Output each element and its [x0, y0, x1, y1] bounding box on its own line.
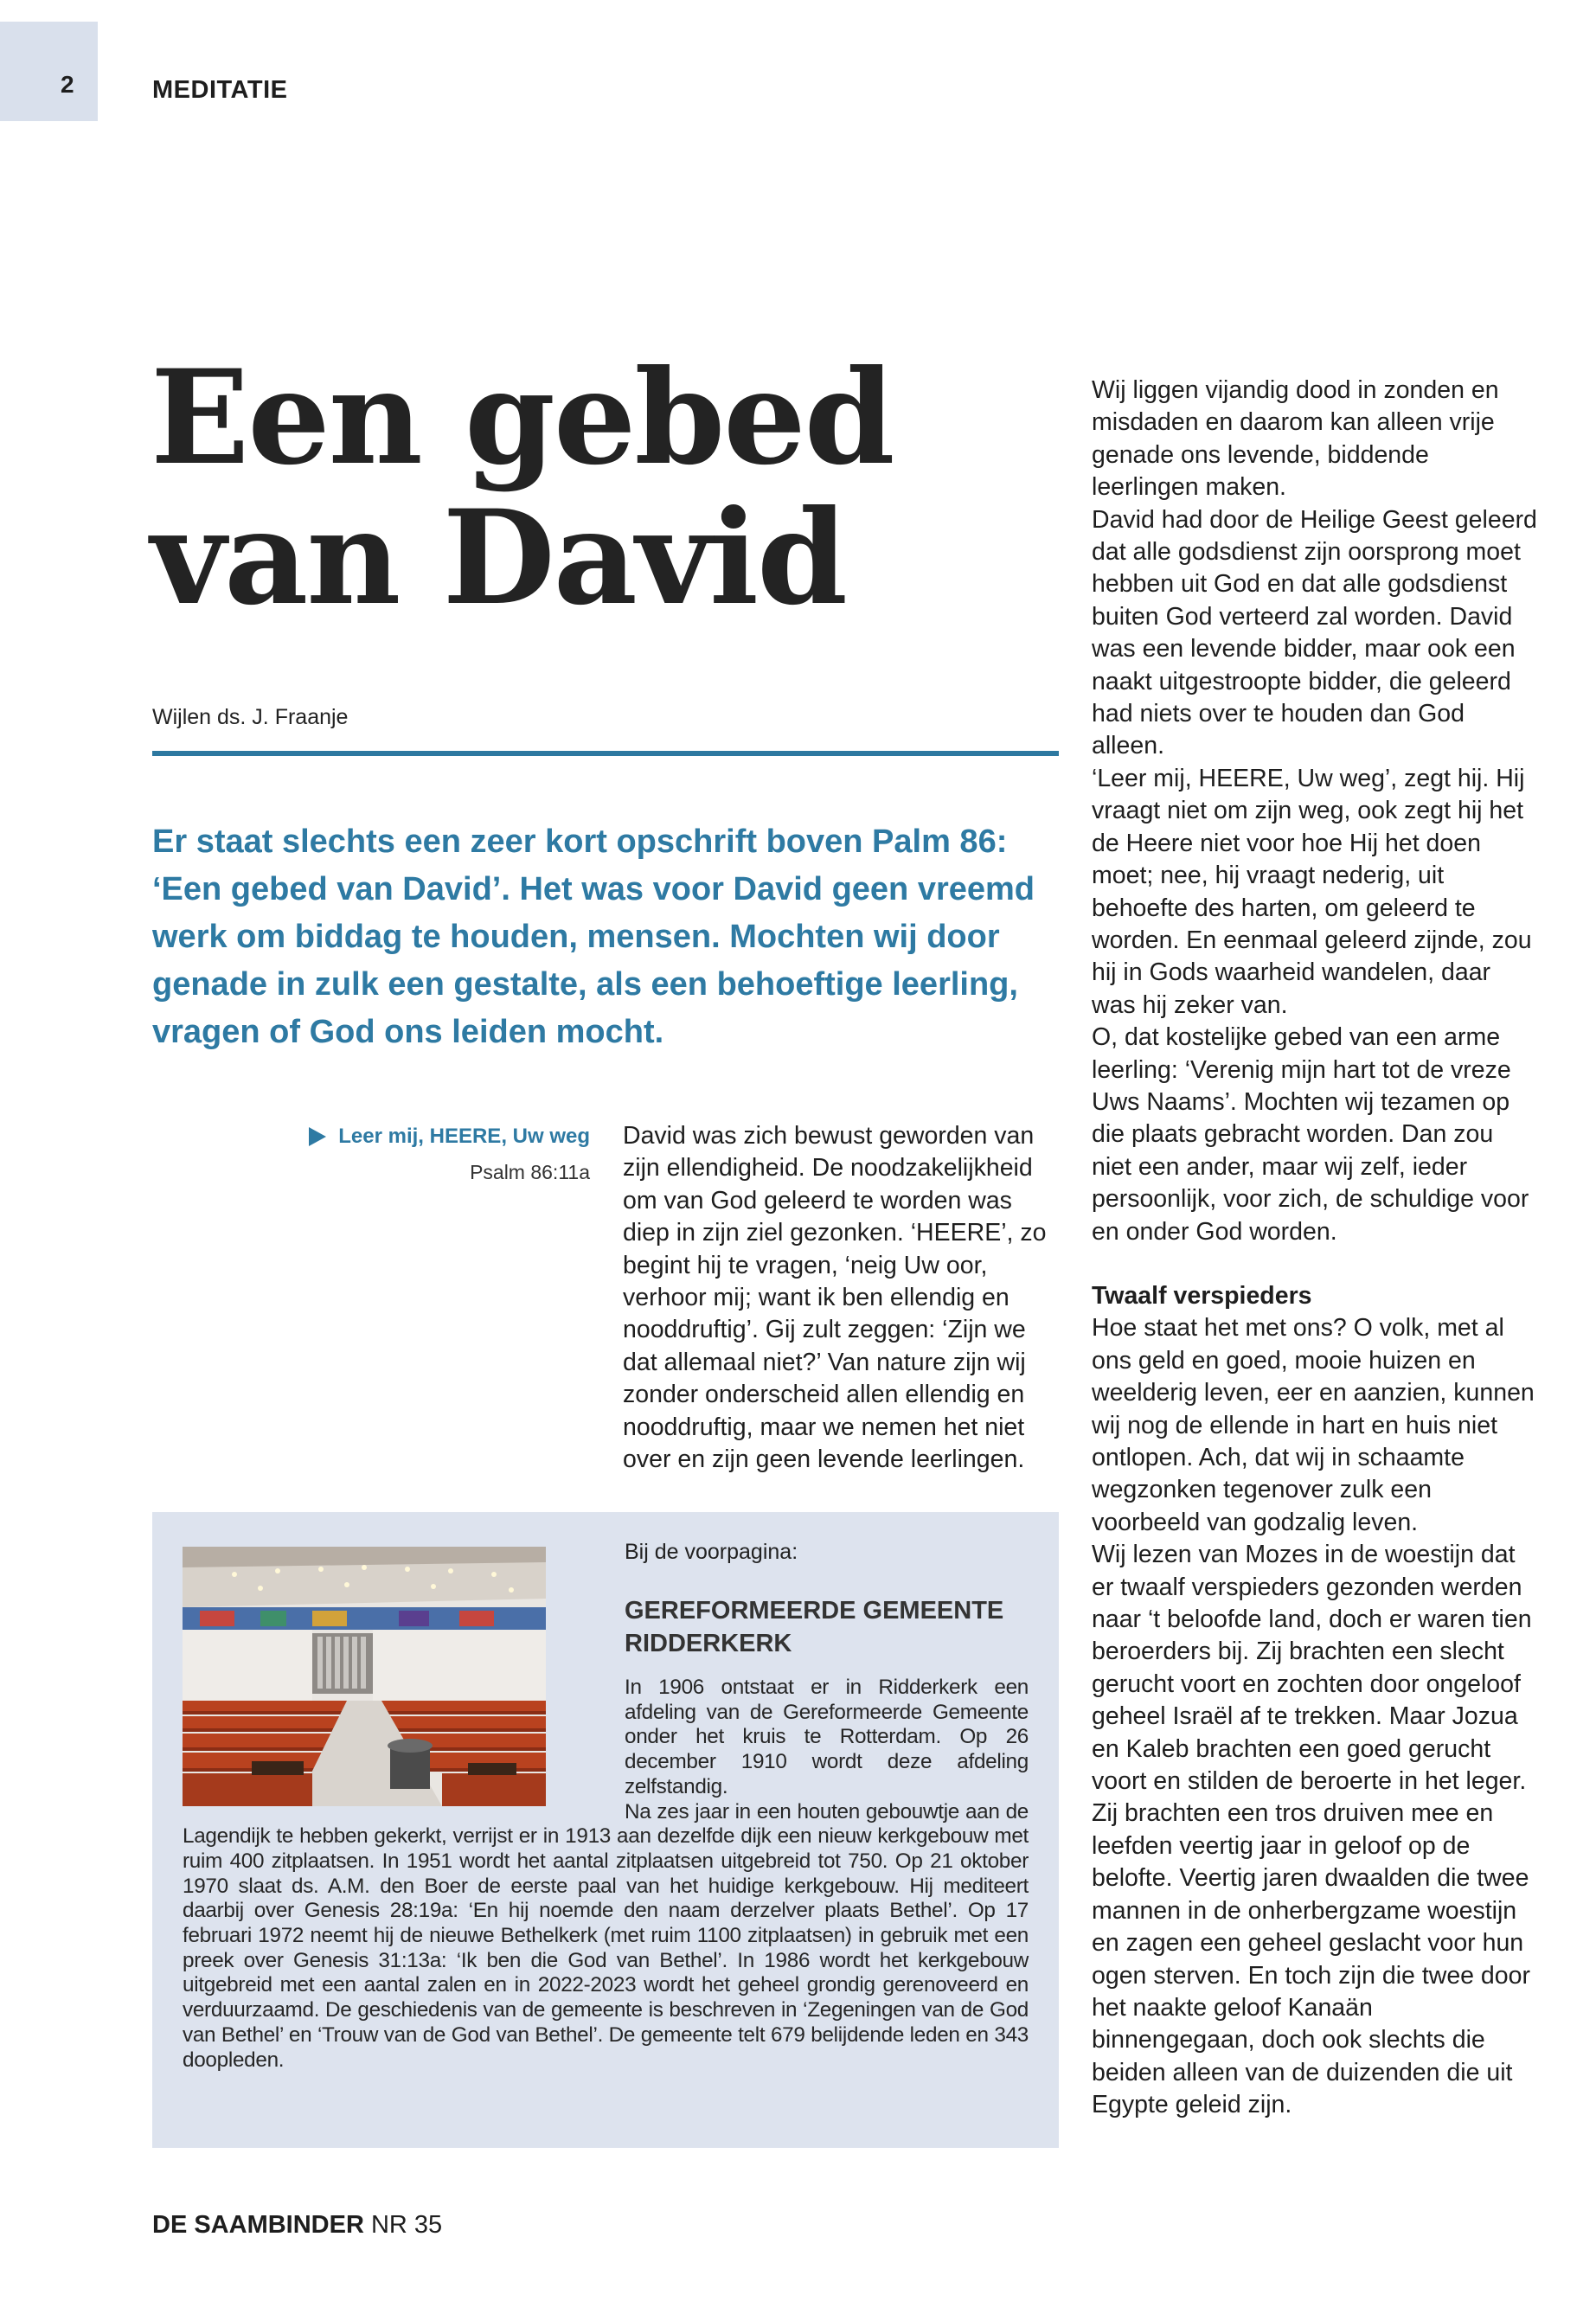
body-paragraph: ‘Leer mij, HEERE, Uw weg’, zegt hij. Hij vraagt niet om zijn weg, ook zegt hij het de Heere niet voor hoe Hij het doen moet; nee, hij vraagt nederig, uit behoefte des harten, om geleerd te worden. En eenmaal geleerd zijnde, zou hij in Gods waarheid wandelen, daar was hij zeker van. — [1092, 764, 1532, 1019]
quote-text: Leer mij, HEERE, Uw weg — [338, 1125, 590, 1148]
title-divider — [152, 751, 1059, 756]
title-line-2: van David — [151, 482, 846, 634]
body-paragraph: Wij liggen vijandig dood in zonden en misdaden en daarom kan alleen vrije genade ons levende, biddende leerlingen maken. — [1092, 376, 1499, 502]
quote-reference: Psalm 86:11a — [470, 1161, 590, 1183]
cover-box-body-rest-text: Na zes jaar in een houten gebouwtje aan de Lagendijk te hebben gekerkt, verrijst er in 1913 aan dezelfde dijk een nieuw kerkgebouw met ruim 400 zitplaatsen. In 1951 wordt het aantal zitplaatsen uitgebreid tot 750. Op 21 oktober 1970 slaat ds. A.M. den Boer de eerste paal van het huidige kerkgebouw. Hij mediteert daarbij over Genesis 28:19a: ‘En hij noemde den naam derzelver plaats Bethel’. Op 17 februari 1972 neemt hij de nieuwe Bethelkerk (met ruim 1100 zitplaatsen) in gebruik met een preek over Genesis 31:13a: ‘Ik ben die God van Bethel’. In 1986 wordt het kerkgebouw uitgebreid met een aantal zalen en in 2022-2023 wordt het geheel grondig gerenoveerd en verduurzaamd. De geschiedenis van de gemeente is beschreven in ‘Zegeningen van de God van Bethel’ en ‘Trouw van de God van Bethel’. De gemeente telt 679 belijdende leden en 343 doopleden. — [183, 1799, 1029, 2072]
body-paragraph: David was zich bewust geworden van zijn ellendigheid. De noodzakelijkheid om van God geleerd te worden was diep in zijn ziel gezonken. ‘HEERE’, zo begint hij te vragen, ‘neig Uw oor, verhoor mij; want ik ben ellendig en nooddruftig’. Gij zult zeggen: ‘Zijn we dat allemaal niet?’ Van nature zijn wij zonder onderscheid allen ellendig en nooddruftig, maar we nemen het niet over en zijn geen levende leerlingen. — [623, 1122, 1047, 1474]
lead-paragraph: Er staat slechts een zeer kort opschrift boven Palm 86: ‘Een gebed van David’. Het was voor David geen vreemd werk om biddag te houden, mensen. Mochten wij door genade in zulk een gestalte, als een behoeftige leerling, vragen of God ons leiden mocht. — [152, 824, 1035, 1050]
body-paragraph: O, dat kostelijke gebed van een arme leerling: ‘Verenig mijn hart tot de vreze Uws Naams’. Mochten wij tezamen op die plaats gebracht worden. Dan zou niet een ander, maar wij zelf, ieder persoonlijk, voor zich, de schuldige voor en onder God worden. — [1092, 1023, 1529, 1246]
article-title — [151, 342, 1059, 634]
author: Wijlen ds. J. Fraanje — [152, 705, 349, 729]
triangle-icon — [309, 1127, 326, 1146]
body-paragraph: David had door de Heilige Geest geleerd dat alle godsdienst zijn oorsprong moet hebben uit God en dat alle godsdienst buiten God verteerd zal worden. David was een levende bidder, maar ook een naakt uitgestroopte bidder, die geleerd had niets over te houden dan God alleen. — [1092, 505, 1537, 760]
subheading: Twaalf verspieders — [1092, 1281, 1312, 1310]
cover-box-heading: GEREFORMEERDE GEMEENTE RIDDERKERK — [625, 1597, 1004, 1657]
cover-box-body-rest — [183, 1800, 1029, 2073]
cover-box-intro: Bij de voorpagina: — [625, 1540, 798, 1564]
body-column-right — [1092, 375, 1537, 2122]
body-paragraph: Wij lezen van Mozes in de woestijn dat er twaalf verspieders gezonden werden naar ‘t beloofde land, doch er waren tien beroerders bij. Zij brachten een slecht gerucht voort en zochten door ongeloof geheel Israël af te trekken. Maar Jozua en Kaleb brachten een goed gerucht voort en stilden de beroerte in het leger. Zij brachten een tros druiven mee en leefden veertig jaar in geloof op de belofte. Veertig jaren dwaalden die twee mannen in de onherbergzame woestijn en zagen een geheel geslacht voor hun ogen sterven. En toch zijn die twee door het naakte geloof Kanaän binnengegaan, doch ook slechts die beiden alleen van de duizenden die uit Egypte geleid zijn. — [1092, 1541, 1532, 2119]
magazine-name: DE SAAMBINDER — [152, 2211, 364, 2239]
cover-box-body — [183, 1676, 1029, 2073]
cover-box-body-first: In 1906 ontstaat er in Ridderkerk een afdeling van de Gereformeerde Gemeente onder het kruis te Rotterdam. Op 26 december 1910 wordt deze afdeling zelfstandig. — [625, 1676, 1029, 1798]
footer — [152, 2211, 442, 2240]
page-number: 2 — [61, 71, 74, 98]
title-line-1: Een gebed — [151, 342, 894, 494]
pull-quote — [294, 1125, 590, 1184]
section-label: MEDITATIE — [152, 76, 288, 104]
body-paragraph: Hoe staat het met ons? O volk, met al ons geld en goed, mooie huizen en weelderig leven, eer en aanzien, kunnen wij nog de ellende in hart en huis niet ontlopen. Ach, dat wij in schaamte wegzonken tegenover zulk een voorbeeld van godzalig leven. — [1092, 1314, 1535, 1536]
page-number-tab — [0, 22, 98, 121]
body-column-middle — [623, 1120, 1060, 1476]
issue-number: NR 35 — [370, 2211, 443, 2239]
